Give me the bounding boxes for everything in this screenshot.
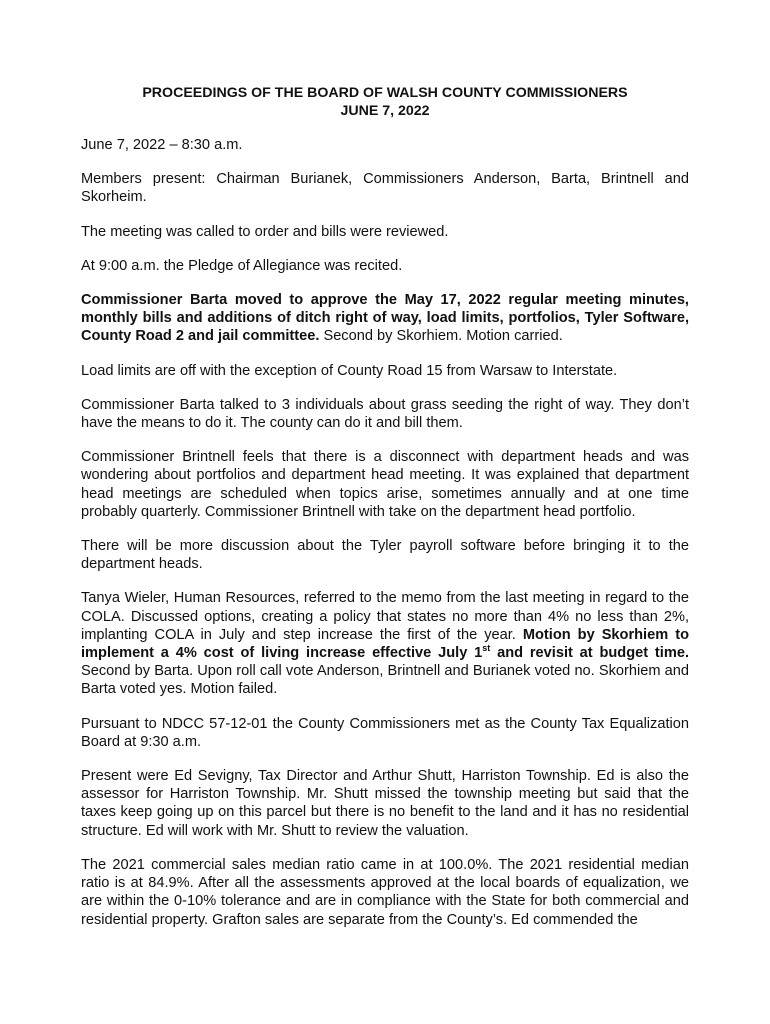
- members-present: Members present: Chairman Burianek, Commissioners Anderson, Barta, Brintnell and Skorheim.: [81, 171, 689, 206]
- paragraph-cola: [81, 589, 689, 698]
- title-line-2: JUNE 7, 2022: [340, 103, 430, 119]
- paragraph-harriston-township: Present were Ed Sevigny, Tax Director and Arthur Shutt, Harriston Township. Ed is also the assessor for Harriston Township. Mr. Shutt missed the township meeting but said that the taxes keep going up on this parcel but there is no benefit to the land and it has no residential structure. Ed will work with Mr. Shutt to review the valuation.: [81, 768, 689, 839]
- paragraph-pledge: At 9:00 a.m. the Pledge of Allegiance was recited.: [81, 257, 403, 274]
- paragraph-call-to-order: The meeting was called to order and bills were reviewed.: [81, 223, 449, 240]
- document-title: [81, 84, 689, 120]
- document-page: [81, 84, 689, 945]
- cola-motion-part2: and revisit at budget time.: [490, 645, 689, 662]
- paragraph-motion-minutes: [81, 291, 689, 346]
- paragraph-tax-equalization: Pursuant to NDCC 57-12-01 the County Commissioners met as the County Tax Equalization Board at 9:30 a.m.: [81, 715, 689, 750]
- paragraph-department-heads: Commissioner Brintnell feels that there is a disconnect with department heads and was wondering about portfolios and department head meeting. It was explained that department head meetings are scheduled when topics arise, sometimes annually and at one time probably quarterly. Commissioner Brintnell with take on the department head portfolio.: [81, 449, 689, 520]
- cola-discussion: Tanya Wieler, Human Resources, referred to the memo from the last meeting in regard to the COLA. Discussed options, creating a policy that states no more than 4% no less than 2%, implanting COLA in July and step increase the first of the year.: [81, 590, 689, 643]
- motion-minutes-text: Commissioner Barta moved to approve the May 17, 2022 regular meeting minutes, monthly bills and additions of ditch right of way, load limits, portfolios, Tyler Software, County Road 2 and jail committee.: [81, 292, 689, 345]
- paragraph-payroll-software: There will be more discussion about the Tyler payroll software before bringing it to the department heads.: [81, 538, 689, 573]
- cola-vote-result: Second by Barta. Upon roll call vote Anderson, Brintnell and Burianek voted no. Skorhiem and Barta voted yes. Motion failed.: [81, 663, 689, 698]
- title-line-1: PROCEEDINGS OF THE BOARD OF WALSH COUNTY COMMISSIONERS: [142, 85, 628, 101]
- paragraph-grass-seeding: Commissioner Barta talked to 3 individuals about grass seeding the right of way. They don’t have the means to do it. The county can do it and bill them.: [81, 396, 689, 432]
- motion-minutes-result: Second by Skorhiem. Motion carried.: [319, 328, 563, 345]
- meeting-date-time: June 7, 2022 – 8:30 a.m.: [81, 137, 243, 153]
- paragraph-sales-ratio: The 2021 commercial sales median ratio came in at 100.0%. The 2021 residential median ratio is at 84.9%. After all the assessments approved at the local boards of equalization, we are within the 0-10% tolerance and are in compliance with the State for both commercial and residential property. Grafton sales are separate from the County’s. Ed commended the: [81, 856, 689, 928]
- paragraph-load-limits: Load limits are off with the exception of County Road 15 from Warsaw to Interstate.: [81, 362, 618, 379]
- cola-motion-superscript: st: [482, 643, 491, 654]
- cola-motion-part1: Motion by Skorhiem to implement a 4% cost of living increase effective July 1: [81, 626, 689, 662]
